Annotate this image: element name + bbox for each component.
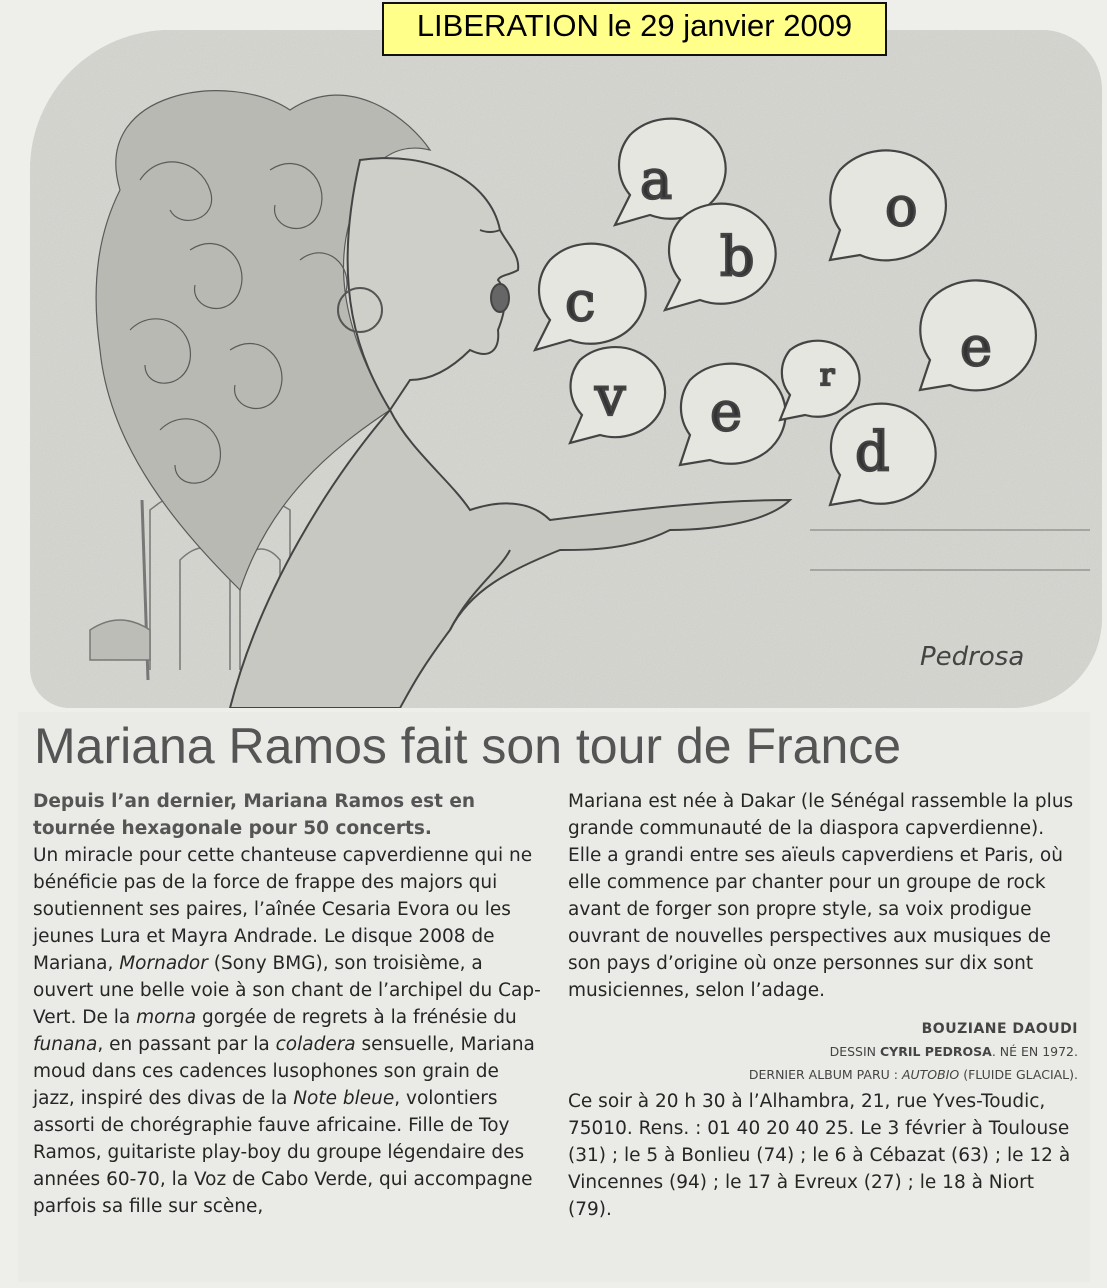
- genre-morna: morna: [136, 1007, 197, 1028]
- illustrator-credit: DESSIN CYRIL PEDROSA. NÉ EN 1972.: [829, 1044, 1078, 1059]
- bubble-letter-c: c: [565, 270, 596, 333]
- lede: Depuis l’an dernier, Mariana Ramos est en tournée hexagonale pour 50 concerts.: [33, 791, 476, 839]
- genre-funana: funana: [33, 1034, 98, 1055]
- illustration: [30, 30, 1102, 708]
- source-label: LIBERATION le 29 janvier 2009: [382, 2, 887, 56]
- article: [18, 712, 1090, 1282]
- bubble-letter-d: d: [855, 420, 890, 483]
- article-column-left: [33, 788, 543, 1220]
- bubble-letter-a: a: [640, 148, 673, 211]
- bubble-letter-e-2: e: [960, 315, 992, 378]
- album-title: Mornador: [119, 953, 208, 974]
- concert-listing: Ce soir à 20 h 30 à l’Alhambra, 21, rue Yves-Toudic, 75010. Rens. : 01 40 20 40 25. Le 3 février à Toulouse (31) ; le 5 à Bonlieu (74) ; le 6 à Cébazat (63) ; le 12 à Vincennes (94) ; le 17 à Evreux (27) ; le 18 à Niort (79).: [568, 1091, 1071, 1220]
- genre-coladera: coladera: [275, 1034, 356, 1055]
- body-paragraph-2: Mariana est née à Dakar (le Sénégal rassemble la plus grande communauté de la diaspora capverdienne). Elle a grandi entre ses aïeuls capverdiens et Paris, où elle commence par chanter pour un groupe de rock avant de forger son propre style, sa voix prodigue ouvrant de nouvelles perspectives aux musiques de son pays d’origine où onze personnes sur dix sont musiciennes, selon l’adage.: [568, 791, 1074, 1001]
- bubble-letter-v: v: [595, 365, 626, 428]
- byline: BOUZIANE DAOUDI: [921, 1021, 1078, 1037]
- article-column-right: [568, 788, 1078, 1223]
- bubble-letter-b: b: [720, 225, 755, 288]
- note-bleue: Note bleue: [293, 1088, 395, 1109]
- body-paragraph-1: Un miracle pour cette chanteuse capverdienne qui ne bénéficie pas de la force de frappe des majors qui soutiennent ses paires, l’aînée Cesaria Evora ou les jeunes Lura et Mayra Andrade. Le disque 2008 de Mariana, Mornador (Sony BMG), son troisième, a ouvert une belle voie à son chant de l’archipel du Cap-Vert. De la morna gorgée de regrets à la frénésie du funana, en passant par la coladera sensuelle, Mariana moud dans ces cadences lusophones son grain de jazz, inspiré des divas de la Note bleue, volontiers assorti de chorégraphie fauve africaine. Fille de Toy Ramos, guitariste play-boy du groupe légendaire des années 60-70, la Voz de Cabo Verde, qui accompagne parfois sa fille sur scène,: [33, 845, 541, 1217]
- illustrator-signature: Pedrosa: [920, 642, 1025, 672]
- bubble-letter-o: o: [885, 175, 918, 238]
- illustration-drawing: [30, 30, 1102, 708]
- album-credit: DERNIER ALBUM PARU : AUTOBIO (FLUIDE GLACIAL).: [748, 1067, 1078, 1082]
- headline: Mariana Ramos fait son tour de France: [34, 718, 902, 774]
- bubble-letter-e: e: [710, 380, 742, 443]
- bubble-letter-r: r: [820, 358, 835, 393]
